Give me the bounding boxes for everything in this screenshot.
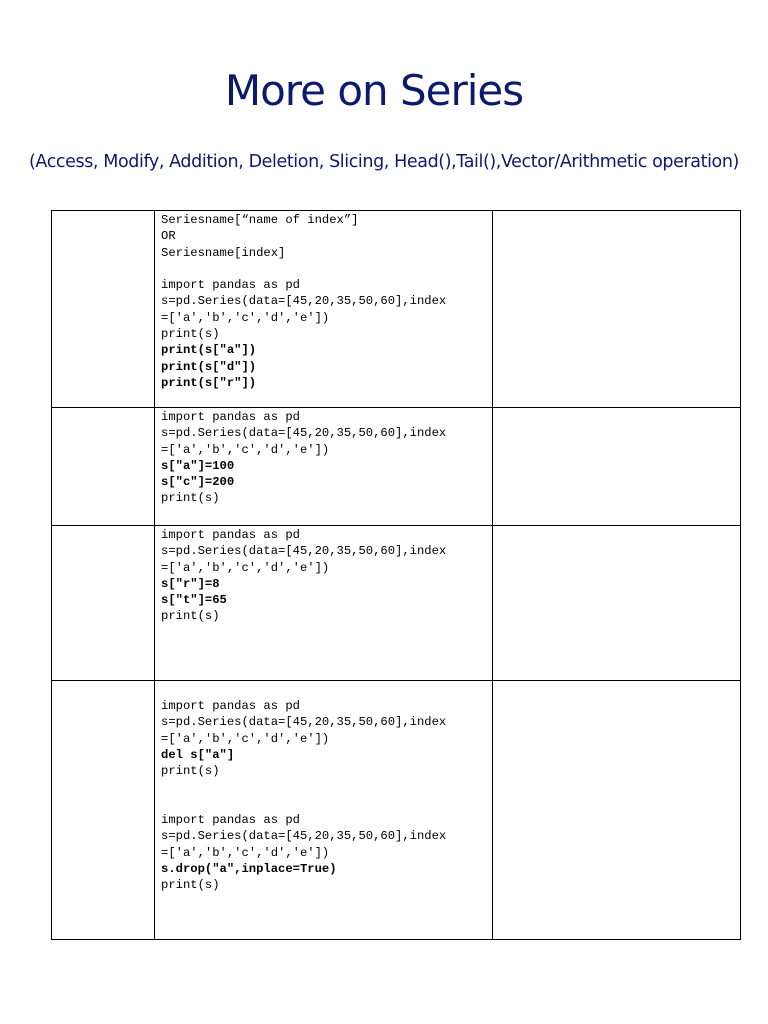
code-line: import pandas as pd (161, 410, 300, 424)
code-block (155, 408, 492, 507)
table-row-modify (52, 408, 741, 526)
table-row-access (52, 211, 741, 408)
code-line: del s["a"] (161, 747, 235, 762)
code-line: s.drop("a",inplace=True) (161, 861, 337, 876)
code-line: s["c"]=200 (161, 475, 235, 490)
row-label-cell (52, 211, 155, 408)
code-line: =['a','b','c','d','e']) (161, 731, 330, 746)
code-line (161, 796, 492, 812)
code-line: s["a"]=100 (161, 458, 235, 473)
code-line: s["t"]=65 (161, 593, 227, 608)
code-line: print(s["a"]) (161, 343, 257, 358)
page-title: More on Series (224, 66, 524, 115)
row-label-cell (52, 681, 155, 940)
code-line: s=pd.Series(data=[45,20,35,50,60],index (161, 294, 447, 309)
code-cell (155, 211, 493, 408)
code-cell (155, 681, 493, 940)
code-line: import pandas as pd (161, 813, 300, 828)
code-line: Seriesname[“name of index”] (161, 213, 359, 227)
code-cell (155, 526, 493, 681)
table-row-addition (52, 526, 741, 681)
row-label-cell (52, 526, 155, 681)
row-label-cell (52, 408, 155, 526)
code-examples-table (51, 210, 741, 940)
output-cell (493, 211, 741, 408)
page-subtitle: (Access, Modify, Addition, Deletion, Slicing, Head(),Tail(),Vector/Arithmetic operation) (29, 152, 739, 172)
code-line (161, 779, 492, 795)
output-cell (493, 526, 741, 681)
code-line: =['a','b','c','d','e']) (161, 442, 330, 457)
code-line: print(s) (161, 764, 220, 779)
code-line: =['a','b','c','d','e']) (161, 560, 330, 575)
code-line: s["r"]=8 (161, 576, 220, 591)
code-line: OR (161, 229, 176, 244)
code-line: Seriesname[index] (161, 245, 286, 260)
table-row-deletion (52, 681, 741, 940)
code-block (155, 211, 492, 391)
code-line: print(s) (161, 878, 220, 893)
code-line: import pandas as pd (161, 278, 300, 293)
code-line: print(s) (161, 327, 220, 342)
code-line: s=pd.Series(data=[45,20,35,50,60],index (161, 715, 447, 730)
code-block (155, 526, 492, 625)
code-line: s=pd.Series(data=[45,20,35,50,60],index (161, 829, 447, 844)
code-line: print(s["d"]) (161, 359, 257, 374)
code-line (161, 261, 492, 277)
code-line: s=pd.Series(data=[45,20,35,50,60],index (161, 426, 447, 441)
code-line: import pandas as pd (161, 699, 300, 713)
code-line: print(s) (161, 609, 220, 624)
code-line: print(s) (161, 491, 220, 506)
output-cell (493, 408, 741, 526)
code-line: =['a','b','c','d','e']) (161, 310, 330, 325)
code-line: =['a','b','c','d','e']) (161, 845, 330, 860)
code-line: print(s["r"]) (161, 375, 257, 390)
code-line: s=pd.Series(data=[45,20,35,50,60],index (161, 544, 447, 559)
code-cell (155, 408, 493, 526)
code-block (155, 681, 492, 894)
output-cell (493, 681, 741, 940)
code-line: import pandas as pd (161, 528, 300, 542)
